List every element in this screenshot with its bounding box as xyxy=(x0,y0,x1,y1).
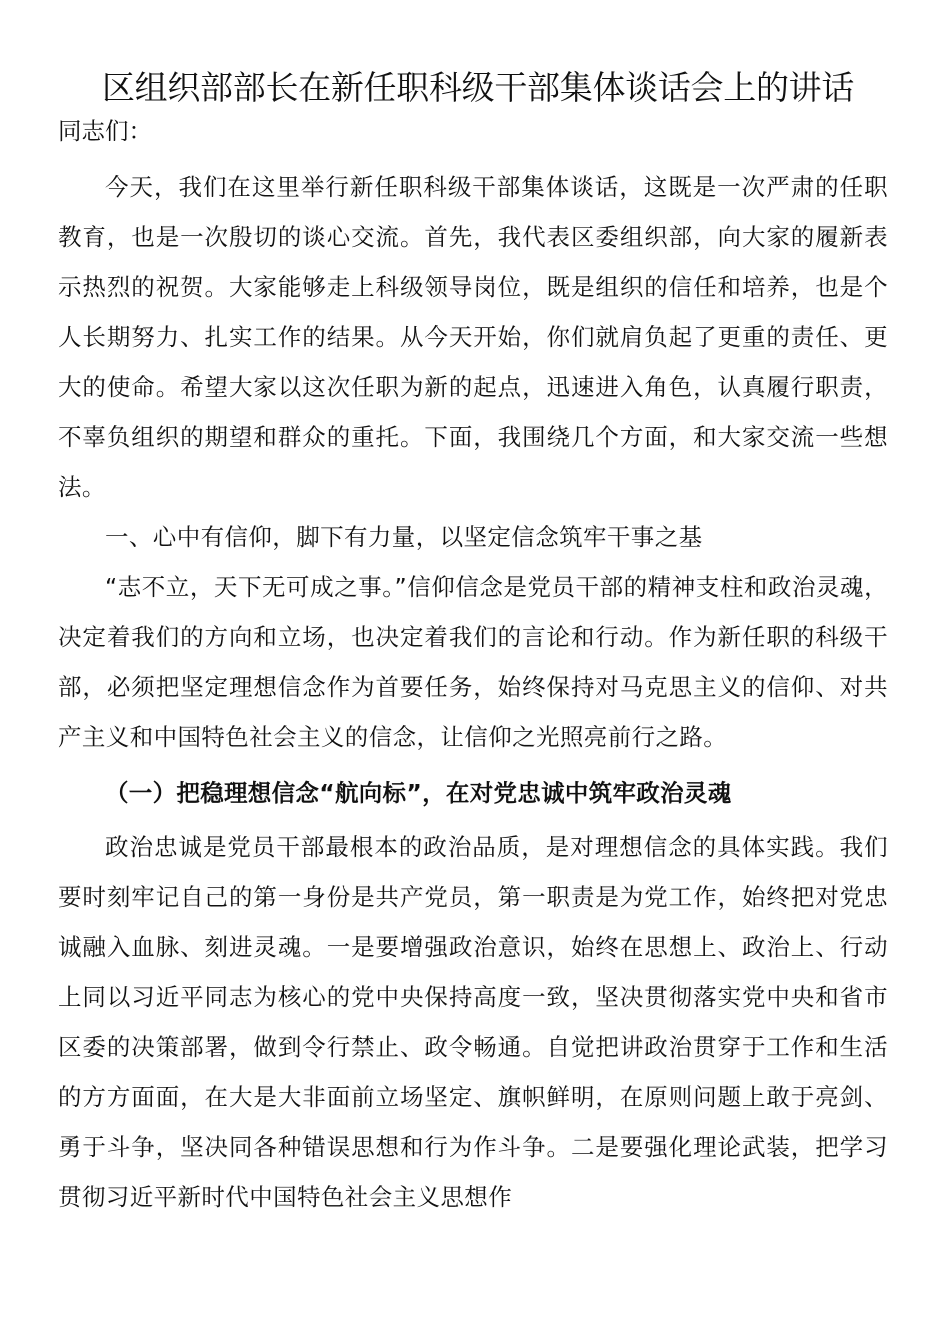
section-1-heading: 一、心中有信仰，脚下有力量，以坚定信念筑牢干事之基 xyxy=(105,523,703,551)
subsection-1-heading: （一）把稳理想信念“航向标”，在对党忠诚中筑牢政治灵魂 xyxy=(105,779,732,807)
document-title: 区组织部部长在新任职科级干部集体谈话会上的讲话 xyxy=(101,68,855,107)
section-1-body: “志不立，天下无可成之事。”信仰信念是党员干部的精神支柱和政治灵魂，决定着我们的方向和立场，也决定着我们的言论和行动。作为新任职的科级干部，必须把坚定理想信念作为首要任务，始终保持对马克思主义的信仰、对共产主义和中国特色社会主义的信念，让信仰之光照亮前行之路。 xyxy=(58,573,888,751)
salutation: 同志们： xyxy=(58,117,152,145)
intro-paragraph: 今天，我们在这里举行新任职科级干部集体谈话，这既是一次严肃的任职教育，也是一次殷切的谈心交流。首先，我代表区委组织部，向大家的履新表示热烈的祝贺。大家能够走上科级领导岗位，既是组织的信任和培养，也是个人长期努力、扎实工作的结果。从今天开始，你们就肩负起了更重的责任、更大的使命。希望大家以这次任职为新的起点，迅速进入角色，认真履行职责，不辜负组织的期望和群众的重托。下面，我围绕几个方面，和大家交流一些想法。 xyxy=(58,173,888,501)
subsection-1-body: 政治忠诚是党员干部最根本的政治品质，是对理想信念的具体实践。我们要时刻牢记自己的第一身份是共产党员，第一职责是为党工作，始终把对党忠诚融入血脉、刻进灵魂。一是要增强政治意识，始终在思想上、政治上、行动上同以习近平同志为核心的党中央保持高度一致，坚决贯彻落实党中央和省市区委的决策部署，做到令行禁止、政令畅通。自觉把讲政治贯穿于工作和生活的方方面面，在大是大非面前立场坚定、旗帜鲜明，在原则问题上敢于亮剑、勇于斗争，坚决同各种错误思想和行为作斗争。二是要强化理论武装，把学习贯彻习近平新时代中国特色社会主义思想作 xyxy=(58,833,888,1211)
